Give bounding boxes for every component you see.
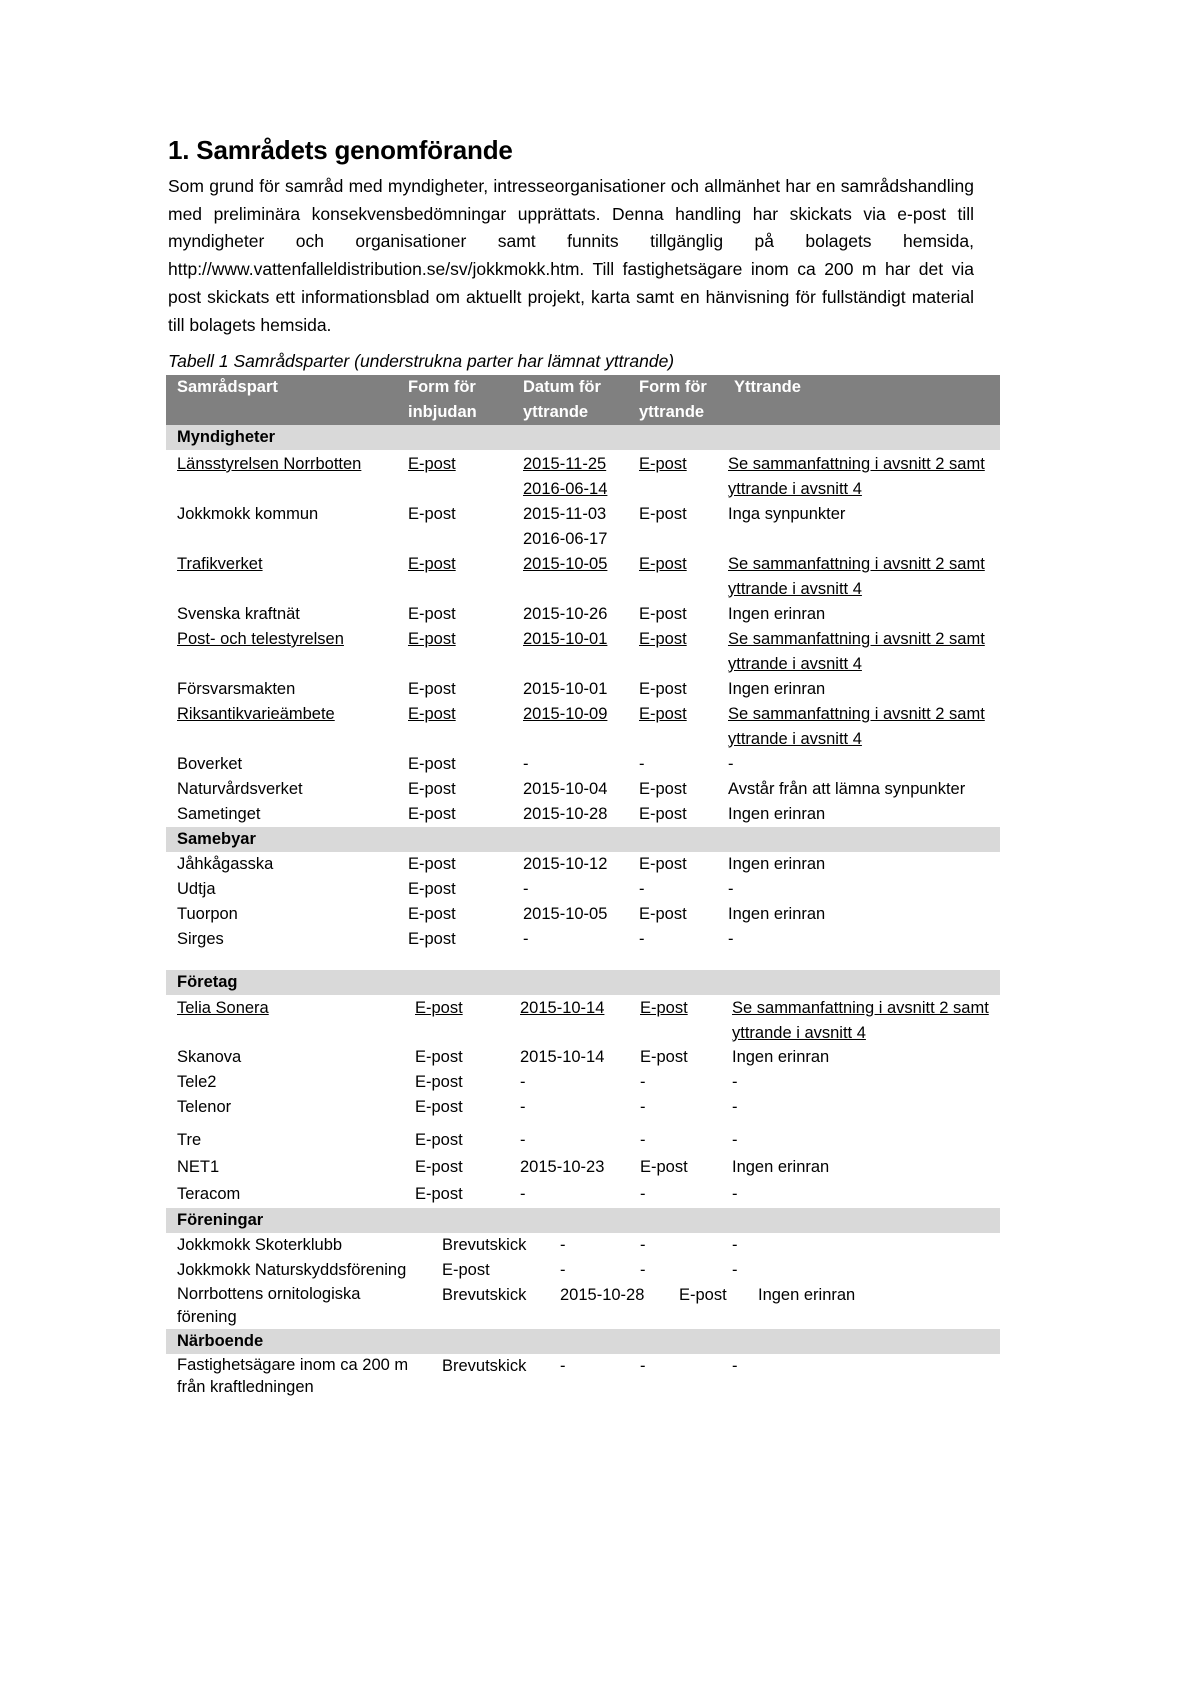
response-date: - [560, 1261, 566, 1279]
response-date: 2015-11-03 2016-06-17 [523, 505, 608, 548]
response-date: 2015-10-09 [523, 705, 608, 723]
invite-form: E-post [408, 455, 456, 473]
response-form: E-post [639, 780, 687, 798]
header-party: Samrådspart [177, 378, 278, 396]
response-form: - [639, 755, 645, 773]
response-text: - [732, 1185, 738, 1203]
table-header [166, 375, 1000, 425]
response-text: Ingen erinran [732, 1048, 830, 1066]
invite-form: E-post [415, 1098, 463, 1116]
response-form: E-post [639, 630, 687, 648]
response-form: E-post [640, 1048, 688, 1066]
party-name: Trafikverket [177, 555, 263, 573]
response-form: - [639, 930, 645, 948]
response-form: E-post [639, 805, 687, 823]
response-text: - [732, 1131, 738, 1149]
response-date: 2015-10-14 [520, 999, 605, 1017]
party-name: Telenor [177, 1098, 232, 1116]
response-date: 2015-10-12 [523, 855, 608, 873]
invite-form: E-post [415, 1185, 463, 1203]
response-date: 2015-10-05 [523, 905, 608, 923]
party-name: Sametinget [177, 805, 261, 823]
response-date: - [520, 1131, 526, 1149]
response-date: 2015-10-28 [523, 805, 608, 823]
response-date: 2015-10-01 [523, 680, 608, 698]
intro-paragraph: Som grund för samråd med myndigheter, intresseorganisationer och allmänhet har en samrådshandling med preliminära konsekvensbedömningar upprättats. Denna handling har skickats via e-post till myndigheter och organisationer samt funnits tillgänglig på bolagets hemsida, http://www.vattenfalleldistribution.se/sv/jokkmokk.htm. Till fastighetsägare inom ca 200 m har det via post skickats ett informationsblad om aktuellt projekt, karta samt en hänvisning för fullständigt material till bolagets hemsida. [168, 176, 974, 335]
response-text: Ingen erinran [732, 1158, 830, 1176]
section-heading: 1. Samrådets genomförande [168, 135, 513, 165]
response-date: 2015-10-04 [523, 780, 608, 798]
invite-form: E-post [415, 1048, 463, 1066]
party-name: Teracom [177, 1185, 241, 1203]
response-text: - [732, 1261, 738, 1279]
header-form-invite: Form för inbjudan [408, 378, 477, 421]
response-date: 2015-10-01 [523, 630, 608, 648]
response-form: - [640, 1131, 646, 1149]
party-name: Post- och telestyrelsen [177, 630, 344, 648]
response-date: 2015-11-25 2016-06-14 [523, 455, 608, 498]
category-label: Närboende [177, 1332, 264, 1350]
invite-form: E-post [408, 630, 456, 648]
response-form: - [640, 1261, 646, 1279]
response-text: Se sammanfattning i avsnitt 2 samt yttrande i avsnitt 4 [732, 999, 989, 1042]
category-myndigheter [166, 425, 1000, 450]
invite-form: E-post [408, 680, 456, 698]
header-date-response: Datum för yttrande [523, 378, 601, 421]
response-text: Ingen erinran [728, 605, 826, 623]
party-name: Tuorpon [177, 905, 238, 923]
response-date: - [520, 1073, 526, 1091]
header-response: Yttrande [734, 378, 801, 396]
response-form: E-post [679, 1286, 727, 1304]
party-name: Jokkmokk Skoterklubb [177, 1236, 343, 1254]
response-form: E-post [639, 905, 687, 923]
category-label: Företag [177, 973, 238, 991]
party-name: Tele2 [177, 1073, 217, 1091]
party-name: Telia Sonera [177, 999, 269, 1017]
response-text: - [728, 930, 734, 948]
header-form-response: Form för yttrande [639, 378, 707, 421]
party-name: Fastighetsägare inom ca 200 m från kraftledningen [177, 1356, 409, 1396]
response-form: - [640, 1185, 646, 1203]
invite-form: E-post [408, 905, 456, 923]
response-form: E-post [639, 680, 687, 698]
category-foretag [166, 970, 1000, 995]
category-label: Föreningar [177, 1211, 264, 1229]
invite-form: E-post [408, 880, 456, 898]
invite-form: E-post [408, 855, 456, 873]
response-date: - [523, 755, 529, 773]
party-name: Naturvårdsverket [177, 780, 303, 798]
response-text: - [732, 1357, 738, 1375]
category-label: Myndigheter [177, 428, 276, 446]
response-text: - [732, 1236, 738, 1254]
response-form: - [640, 1236, 646, 1254]
response-form: - [640, 1073, 646, 1091]
response-text: - [732, 1098, 738, 1116]
response-date: 2015-10-05 [523, 555, 608, 573]
invite-form: E-post [415, 1073, 463, 1091]
party-name: Svenska kraftnät [177, 605, 300, 623]
response-date: 2015-10-28 [560, 1286, 645, 1304]
response-date: 2015-10-14 [520, 1048, 605, 1066]
invite-form: E-post [408, 755, 456, 773]
invite-form: E-post [415, 1131, 463, 1149]
party-name: Riksantikvarieämbete [177, 705, 335, 723]
response-text: Se sammanfattning i avsnitt 2 samt yttrande i avsnitt 4 [728, 555, 985, 598]
invite-form: E-post [408, 930, 456, 948]
invite-form: E-post [408, 505, 456, 523]
response-text: Se sammanfattning i avsnitt 2 samt yttrande i avsnitt 4 [728, 630, 985, 673]
response-form: E-post [639, 605, 687, 623]
response-date: 2015-10-23 [520, 1158, 605, 1176]
invite-form: Brevutskick [442, 1236, 527, 1254]
invite-form: E-post [442, 1261, 490, 1279]
party-name: NET1 [177, 1158, 220, 1176]
response-date: - [560, 1357, 566, 1375]
invite-form: Brevutskick [442, 1357, 527, 1375]
response-form: E-post [639, 705, 687, 723]
invite-form: E-post [415, 1158, 463, 1176]
party-name: Försvarsmakten [177, 680, 296, 698]
response-form: E-post [640, 1158, 688, 1176]
invite-form: E-post [408, 805, 456, 823]
table-caption: Tabell 1 Samrådsparter (understrukna parter har lämnat yttrande) [168, 351, 675, 371]
response-form: - [640, 1357, 646, 1375]
party-name: Tre [177, 1131, 202, 1149]
response-text: - [732, 1073, 738, 1091]
invite-form: E-post [408, 605, 456, 623]
response-text: Ingen erinran [728, 905, 826, 923]
response-date: - [523, 880, 529, 898]
response-text: - [728, 755, 734, 773]
category-label: Samebyar [177, 830, 256, 848]
party-name: Norrbottens ornitologiska förening [177, 1285, 361, 1326]
response-date: 2015-10-26 [523, 605, 608, 623]
response-text: Inga synpunkter [728, 505, 846, 523]
party-name: Sirges [177, 930, 224, 948]
invite-form: E-post [415, 999, 463, 1017]
response-form: E-post [640, 999, 688, 1017]
invite-form: E-post [408, 780, 456, 798]
response-text: Ingen erinran [758, 1286, 856, 1304]
response-text: Avstår från att lämna synpunkter [728, 780, 966, 798]
response-form: - [640, 1098, 646, 1116]
response-date: - [520, 1185, 526, 1203]
party-name: Skanova [177, 1048, 242, 1066]
response-date: - [560, 1236, 566, 1254]
response-text: Ingen erinran [728, 855, 826, 873]
response-text: Ingen erinran [728, 680, 826, 698]
response-form: E-post [639, 505, 687, 523]
invite-form: Brevutskick [442, 1286, 527, 1304]
response-text: Se sammanfattning i avsnitt 2 samt yttrande i avsnitt 4 [728, 705, 985, 748]
party-name: Jåhkågasska [177, 855, 274, 873]
response-date: - [523, 930, 529, 948]
response-text: Se sammanfattning i avsnitt 2 samt yttrande i avsnitt 4 [728, 455, 985, 498]
response-form: E-post [639, 555, 687, 573]
invite-form: E-post [408, 705, 456, 723]
category-samebyar [166, 827, 1000, 852]
party-name: Udtja [177, 880, 216, 898]
invite-form: E-post [408, 555, 456, 573]
response-form: E-post [639, 455, 687, 473]
response-form: E-post [639, 855, 687, 873]
response-text: - [728, 880, 734, 898]
party-name: Boverket [177, 755, 243, 773]
response-form: - [639, 880, 645, 898]
response-date: - [520, 1098, 526, 1116]
party-name: Länsstyrelsen Norrbotten [177, 455, 362, 473]
party-name: Jokkmokk kommun [177, 505, 319, 523]
category-foreningar [166, 1208, 1000, 1233]
response-text: Ingen erinran [728, 805, 826, 823]
category-narboende [166, 1329, 1000, 1354]
party-name: Jokkmokk Naturskyddsförening [177, 1261, 407, 1279]
